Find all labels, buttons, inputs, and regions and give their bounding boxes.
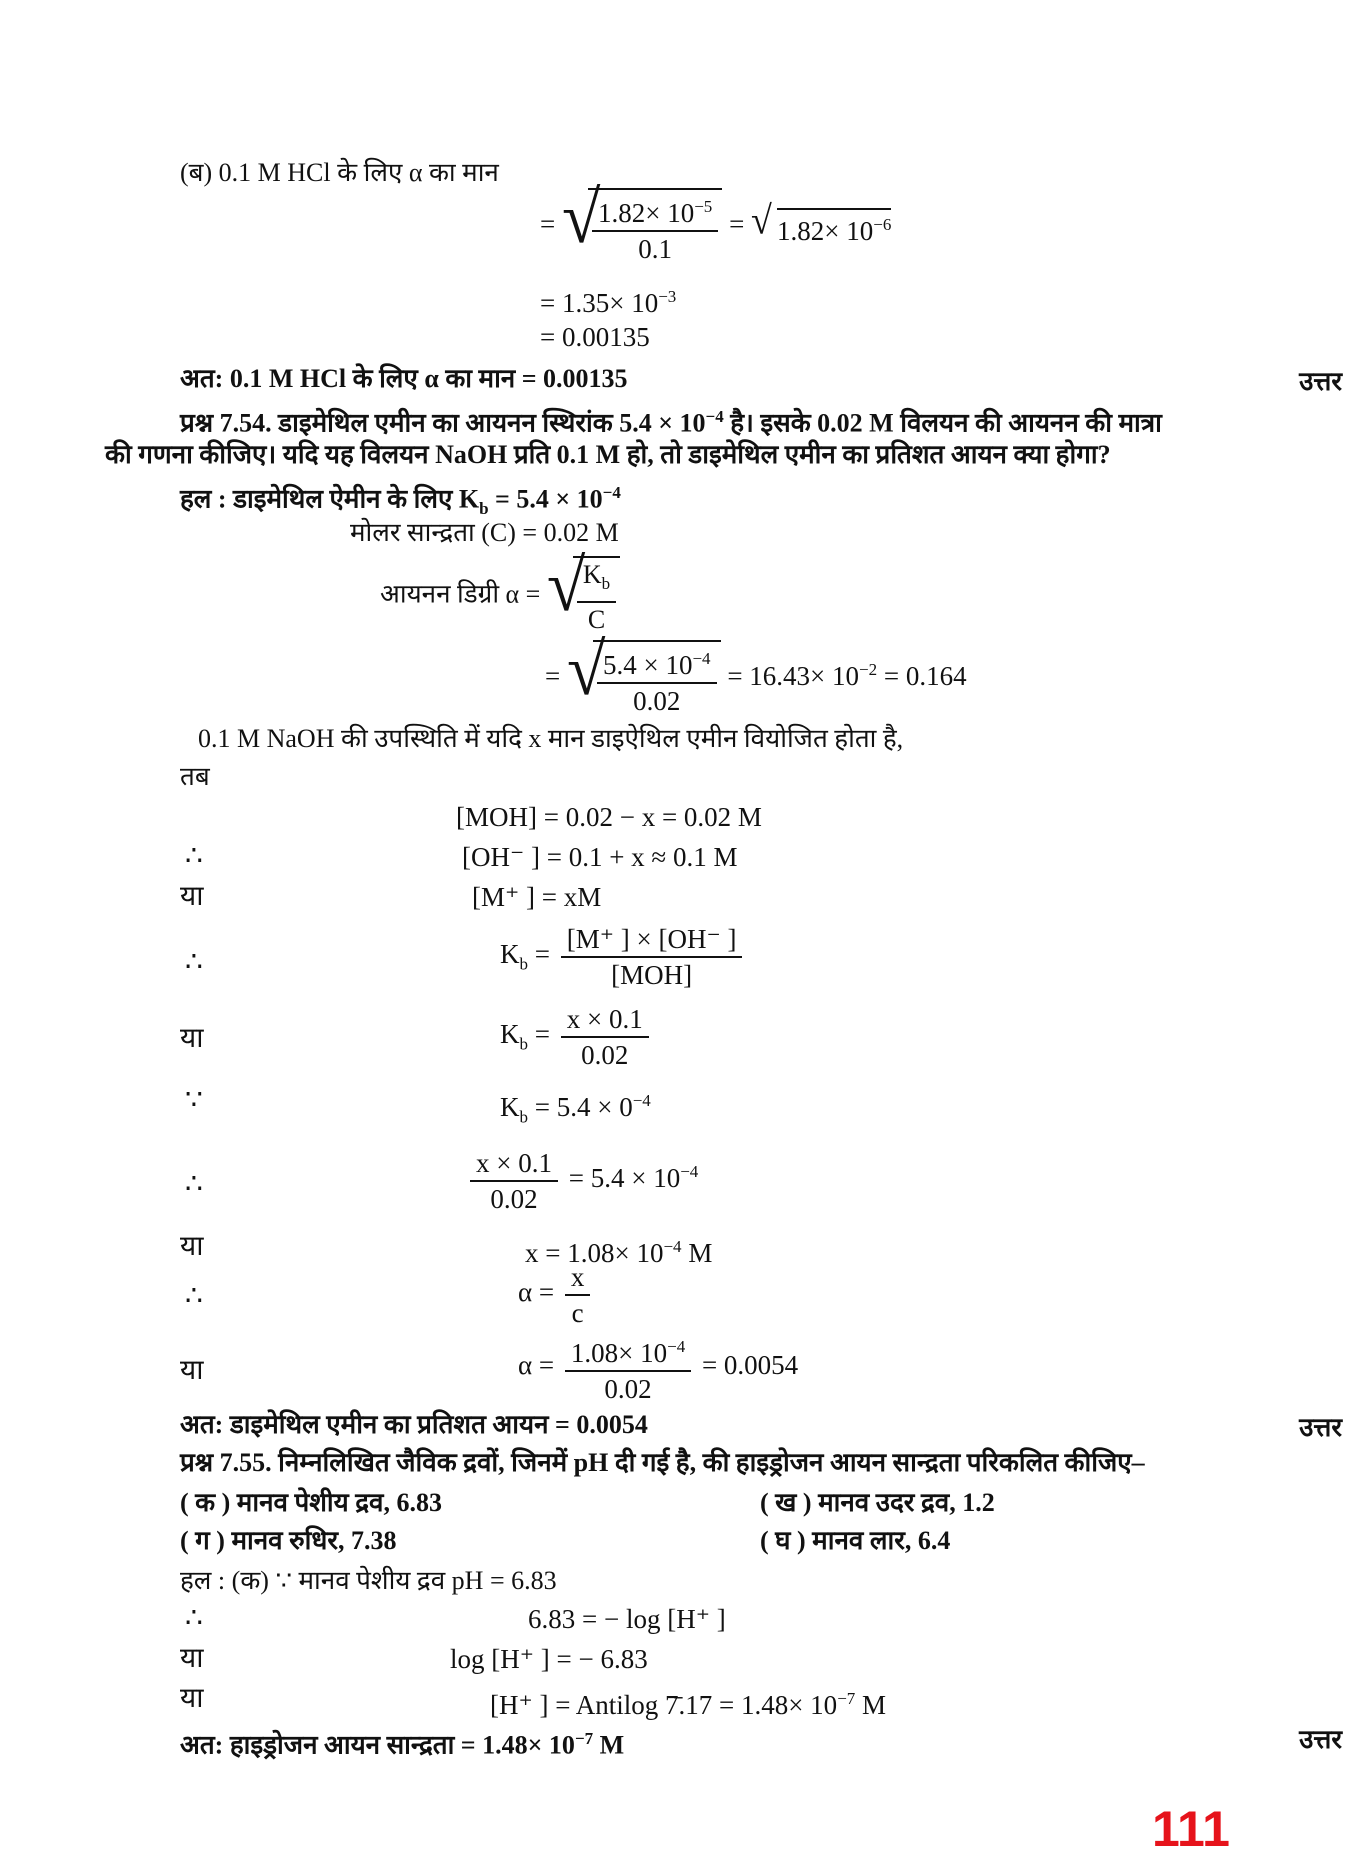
sqrt-b1: √ $\frac{1.82\times 10^{-5}}{0.1}$ <box>562 188 722 266</box>
option-k: ( क ) मानव पेशीय द्रव, 6.83 <box>180 1488 442 1517</box>
naoh-statement: 0.1 M NaOH की उपस्थिति में यदि x मान डाइऐथिल एमीन वियोजित होता है, <box>198 724 904 753</box>
option-gh: ( घ ) मानव लार, 6.4 <box>760 1526 951 1555</box>
question-7-54-line2: की गणना कीजिए। यदि यह विलयन NaOH प्रति 0.1 M हो, तो डाइमेथिल एमीन का प्रतिशत आयन क्या होगा? <box>105 440 1111 469</box>
question-7-54-answer: अत: डाइमेथिल एमीन का प्रतिशत आयन = 0.0054 <box>180 1410 648 1439</box>
eq-11: α = $\frac{x}{c}$ <box>518 1260 594 1330</box>
therefore-symbol: ∴ <box>185 1603 203 1634</box>
s755-eq2: log [H⁺ ] = − 6.83 <box>450 1644 648 1674</box>
ya-word: या <box>180 1023 204 1054</box>
s755-eq3: [H⁺ ] = Antilog 7̄.17 = $1.48\times 10^{-7}$ M <box>490 1689 887 1720</box>
ya-word: या <box>180 1643 204 1674</box>
alpha-formula: आयनन डिग्री α = √ $\frac{K_b}{C}$ <box>380 556 620 637</box>
question-7-55-answer: अत: हाइड्रोजन आयन सान्द्रता = $1.48\times 10^{-7}$ M <box>180 1729 625 1760</box>
option-g: ( ग ) मानव रुधिर, 7.38 <box>180 1526 397 1555</box>
alpha-value: = √ $\frac{5.4 \times 10^{-4}}{0.02}$ = $16.43\times 10^{-2} = 0.164$ <box>545 630 967 716</box>
equation-b-row3: = 0.00135 <box>540 322 650 352</box>
option-kh: ( ख ) मानव उदर द्रव, 1.2 <box>760 1488 995 1517</box>
solution-kb: हल : डाइमेथिल ऐमीन के लिए $K_b = 5.4 \times 10^{-4}$ <box>180 483 621 518</box>
s755-eq1: 6.83 = − log [H⁺ ] <box>528 1604 726 1634</box>
eq-kb1: $K_b$ = $\frac{[M^+ ] \times [OH^- ]}{\text{[MOH]}}$ <box>500 922 746 992</box>
eq-oh: [OH⁻ ] = 0.1 + x ≈ 0.1 M <box>462 842 738 872</box>
therefore-symbol: ∴ <box>185 841 203 872</box>
eq-12: α = $\frac{1.08\times 10^{-4}}{0.02}$ = 0.0054 <box>518 1330 798 1406</box>
therefore-symbol: ∴ <box>185 1281 203 1312</box>
eq-10: $x = 1.08\times 10^{-4}$ M <box>525 1237 713 1268</box>
because-symbol: ∵ <box>185 1085 203 1116</box>
eq-m: [M⁺ ] = xM <box>472 882 602 912</box>
eq-9: $\frac{x \times 0.1}{0.02}$ = $5.4 \times 10^{-4}$ <box>466 1146 698 1216</box>
therefore-symbol: ∴ <box>185 947 203 978</box>
ya-word: या <box>180 1355 204 1386</box>
question-7-54-line1: प्रश्न 7.54. डाइमेथिल एमीन का आयनन स्थिरांक $5.4 \times 10^{-4}$ है। इसके 0.02 M विलयन की आयनन की मात्रा <box>180 407 1162 438</box>
therefore-symbol: ∴ <box>185 1169 203 1200</box>
sqrt-b2: √ $1.82\times 10^{-6}$ <box>751 198 892 246</box>
sqrt-alpha: √ $\frac{K_b}{C}$ <box>547 556 620 637</box>
molar-concentration: मोलर सान्द्रता (C) = 0.02 M <box>350 518 619 547</box>
ya-word: या <box>180 1231 204 1262</box>
part-b-answer: अत: 0.1 M HCl के लिए α का मान = 0.00135 <box>180 364 628 393</box>
answer-marker: उत्तर <box>1299 367 1342 396</box>
part-b-heading: (ब) 0.1 M HCl के लिए α का मान <box>180 158 499 187</box>
ya-word: या <box>180 1683 204 1714</box>
solution-7-55: हल : (क) ∵ मानव पेशीय द्रव pH = 6.83 <box>180 1566 557 1595</box>
answer-marker: उत्तर <box>1299 1725 1342 1754</box>
sqrt-alpha2: √ $\frac{5.4 \times 10^{-4}}{0.02}$ <box>567 640 721 718</box>
ya-word: या <box>180 881 204 912</box>
page-number: 111 <box>1152 1801 1230 1857</box>
eq-kb2: $K_b$ = $\frac{x \times 0.1}{0.02}$ <box>500 1002 653 1072</box>
equation-b-row2: = $1.35\times 10^{-3}$ <box>540 287 677 318</box>
answer-marker: उत्तर <box>1299 1413 1342 1442</box>
eq-moh: [MOH] = 0.02 − x = 0.02 M <box>456 802 762 832</box>
equation-b-row1: = √ $\frac{1.82\times 10^{-5}}{0.1}$ = √ $1.82\times 10^{-6}$ <box>540 178 892 264</box>
tab-word: तब <box>180 762 210 791</box>
eq-kb3: $K_b = 5.4 \times 0^{-4}$ <box>500 1091 651 1127</box>
question-7-55: प्रश्न 7.55. निम्नलिखित जैविक द्रवों, जिनमें pH दी गई है, की हाइड्रोजन आयन सान्द्रता परिकलित कीजिए– <box>180 1448 1145 1477</box>
